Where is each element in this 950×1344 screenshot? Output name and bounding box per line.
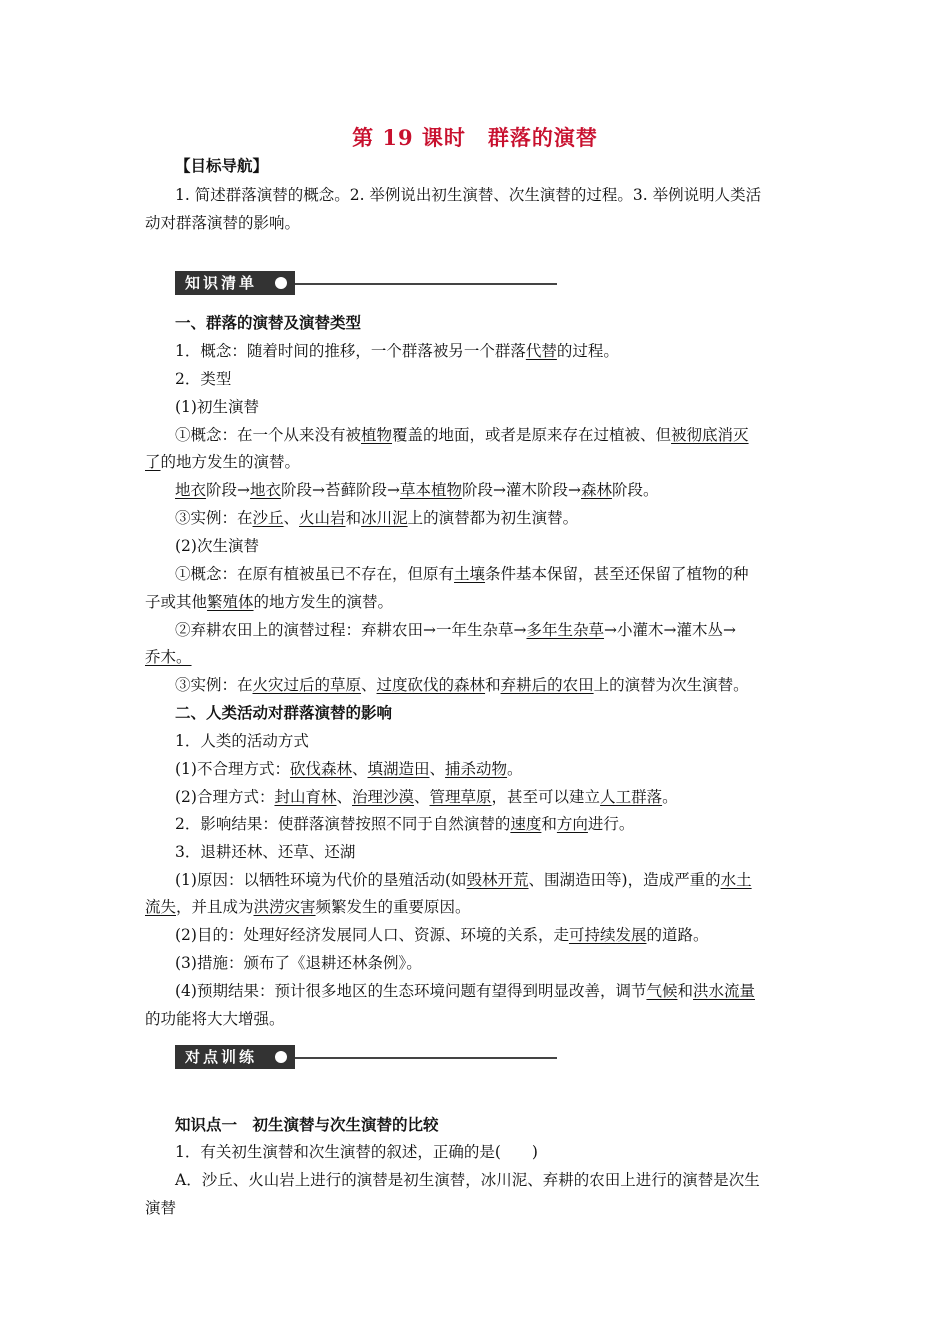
secondary-process-line-2: 乔木。 [145,648,192,666]
objectives-line-1: 1. 简述群落演替的概念。2. 举例说出初生演替、次生演替的过程。3. 举例说明人类活 [175,186,762,204]
unreasonable-ways-line: (1)不合理方式：砍伐森林、填湖造田、捕杀动物。 [175,760,523,778]
expect-line-1: (4)预期结果：预计很多地区的生态环境问题有望得到明显改善，调节气候和洪水流量 [175,982,756,1000]
goal-line: (2)目的：处理好经济发展同人口、资源、环境的关系，走可持续发展的道路。 [175,926,709,944]
banner-rule [295,1057,557,1059]
banner-label: 知识清单 [175,271,295,295]
section-1-title: 一、群落的演替及演替类型 [175,313,362,332]
secondary-concept-line-2: 子或其他繁殖体的地方发生的演替。 [145,593,394,611]
secondary-heading: (2)次生演替 [175,537,259,555]
concept-line: 1．概念：随着时间的推移，一个群落被另一个群落代替的过程。 [175,342,619,360]
cause-line-2: 流失，并且成为洪涝灾害频繁发生的重要原因。 [145,898,471,916]
effect-result-line: 2．影响结果：使群落演替按照不同于自然演替的速度和方向进行。 [175,815,635,833]
primary-concept-line-2: 了的地方发生的演替。 [145,453,301,471]
secondary-concept-line-1: ①概念：在原有植被虽已不存在，但原有土壤条件基本保留，甚至还保留了植物的种 [175,565,749,583]
secondary-example-line: ③实例：在火灾过后的草原、过度砍伐的森林和弃耕后的农田上的演替为次生演替。 [175,676,749,694]
banner-rule [295,283,557,285]
page-title: 第 19 课时 群落的演替 [352,125,598,150]
activity-way-line: 1．人类的活动方式 [175,732,309,750]
type-line: 2．类型 [175,370,232,388]
section-2-title: 二、人类活动对群落演替的影响 [175,703,393,722]
cause-line-1: (1)原因：以牺牲环境为代价的垦殖活动(如毁林开荒、围湖造田等)，造成严重的水土 [175,871,752,889]
primary-example-line: ③实例：在沙丘、火山岩和冰川泥上的演替都为初生演替。 [175,509,579,527]
question-1: 1．有关初生演替和次生演替的叙述，正确的是( ) [175,1143,538,1161]
banner-dot-icon [275,277,287,289]
banner-label: 对点训练 [175,1045,295,1069]
secondary-process-line-1: ②弃耕农田上的演替过程：弃耕农田→一年生杂草→多年生杂草→小灌木→灌木丛→ [175,621,736,639]
knowledge-point-title: 知识点一 初生演替与次生演替的比较 [175,1115,439,1134]
reasonable-ways-line: (2)合理方式：封山育林、治理沙漠、管理草原，甚至可以建立人工群落。 [175,788,678,806]
primary-stages-line: 地衣阶段→地衣阶段→苔藓阶段→草本植物阶段→灌木阶段→森林阶段。 [175,481,659,499]
measure-line: (3)措施：颁布了《退耕还林条例》。 [175,954,422,972]
expect-line-2: 的功能将大大增强。 [145,1010,285,1028]
option-a-line-1: A．沙丘、火山岩上进行的演替是初生演替，冰川泥、弃耕的农田上进行的演替是次生 [175,1171,760,1189]
nav-heading: 【目标导航】 [175,156,269,175]
objectives-line-2: 动对群落演替的影响。 [145,214,301,232]
return-farmland-line: 3．退耕还林、还草、还湖 [175,843,356,861]
primary-concept-line-1: ①概念：在一个从来没有被植物覆盖的地面，或者是原来存在过植被、但被彻底消灭 [175,426,749,444]
option-a-line-2: 演替 [145,1199,177,1217]
primary-heading: (1)初生演替 [175,398,259,416]
banner-dot-icon [275,1051,287,1063]
